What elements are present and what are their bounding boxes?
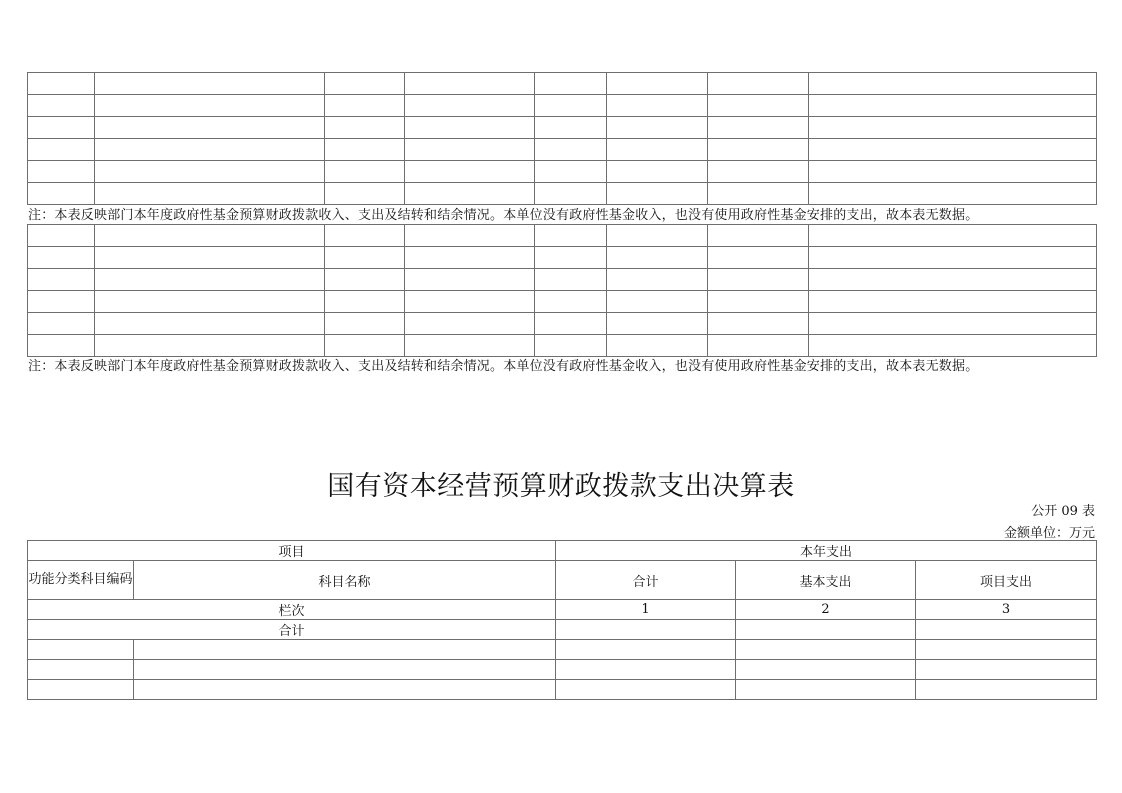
table-row	[28, 291, 1097, 313]
header-total: 合计	[556, 561, 736, 600]
col-number: 3	[916, 600, 1097, 620]
table-row	[28, 161, 1097, 183]
sum-row	[28, 620, 1097, 640]
table-row	[28, 117, 1097, 139]
row-number-label: 栏次	[28, 600, 556, 620]
header-code: 功能分类科目编码	[28, 561, 134, 600]
row-number-row	[28, 600, 1097, 620]
table-row	[28, 269, 1097, 291]
header-row	[28, 541, 1097, 561]
fund-table-lower	[27, 224, 1097, 357]
table-row	[28, 139, 1097, 161]
table-row	[28, 680, 1097, 700]
table-row	[28, 95, 1097, 117]
amount-unit: 金额单位：万元	[1003, 526, 1095, 541]
page-title: 国有资本经营预算财政拨款支出决算表	[327, 471, 795, 502]
table-row	[28, 660, 1097, 680]
state-capital-expenditure-table	[27, 540, 1097, 700]
table-row	[28, 335, 1097, 357]
table-note: 注：本表反映部门本年度政府性基金预算财政拨款收入、支出及结转和结余情况。本单位没有政府性基金收入，也没有使用政府性基金安排的支出，故本表无数据。	[28, 359, 979, 374]
sum-label: 合计	[28, 620, 556, 640]
table-row	[28, 183, 1097, 205]
fund-table-upper	[27, 72, 1097, 205]
table-row	[28, 73, 1097, 95]
header-item: 项目	[28, 541, 556, 561]
header-basic: 基本支出	[736, 561, 916, 600]
header-project: 项目支出	[916, 561, 1097, 600]
header-name: 科目名称	[134, 561, 556, 600]
table-note: 注：本表反映部门本年度政府性基金预算财政拨款收入、支出及结转和结余情况。本单位没有政府性基金收入，也没有使用政府性基金安排的支出，故本表无数据。	[28, 208, 979, 223]
table-row	[28, 640, 1097, 660]
col-number: 1	[556, 600, 736, 620]
table-row	[28, 313, 1097, 335]
header-current-year: 本年支出	[556, 541, 1097, 561]
table-code: 公开 09 表	[1031, 504, 1095, 519]
table-row	[28, 225, 1097, 247]
table-row	[28, 247, 1097, 269]
header-row	[28, 561, 1097, 600]
col-number: 2	[736, 600, 916, 620]
